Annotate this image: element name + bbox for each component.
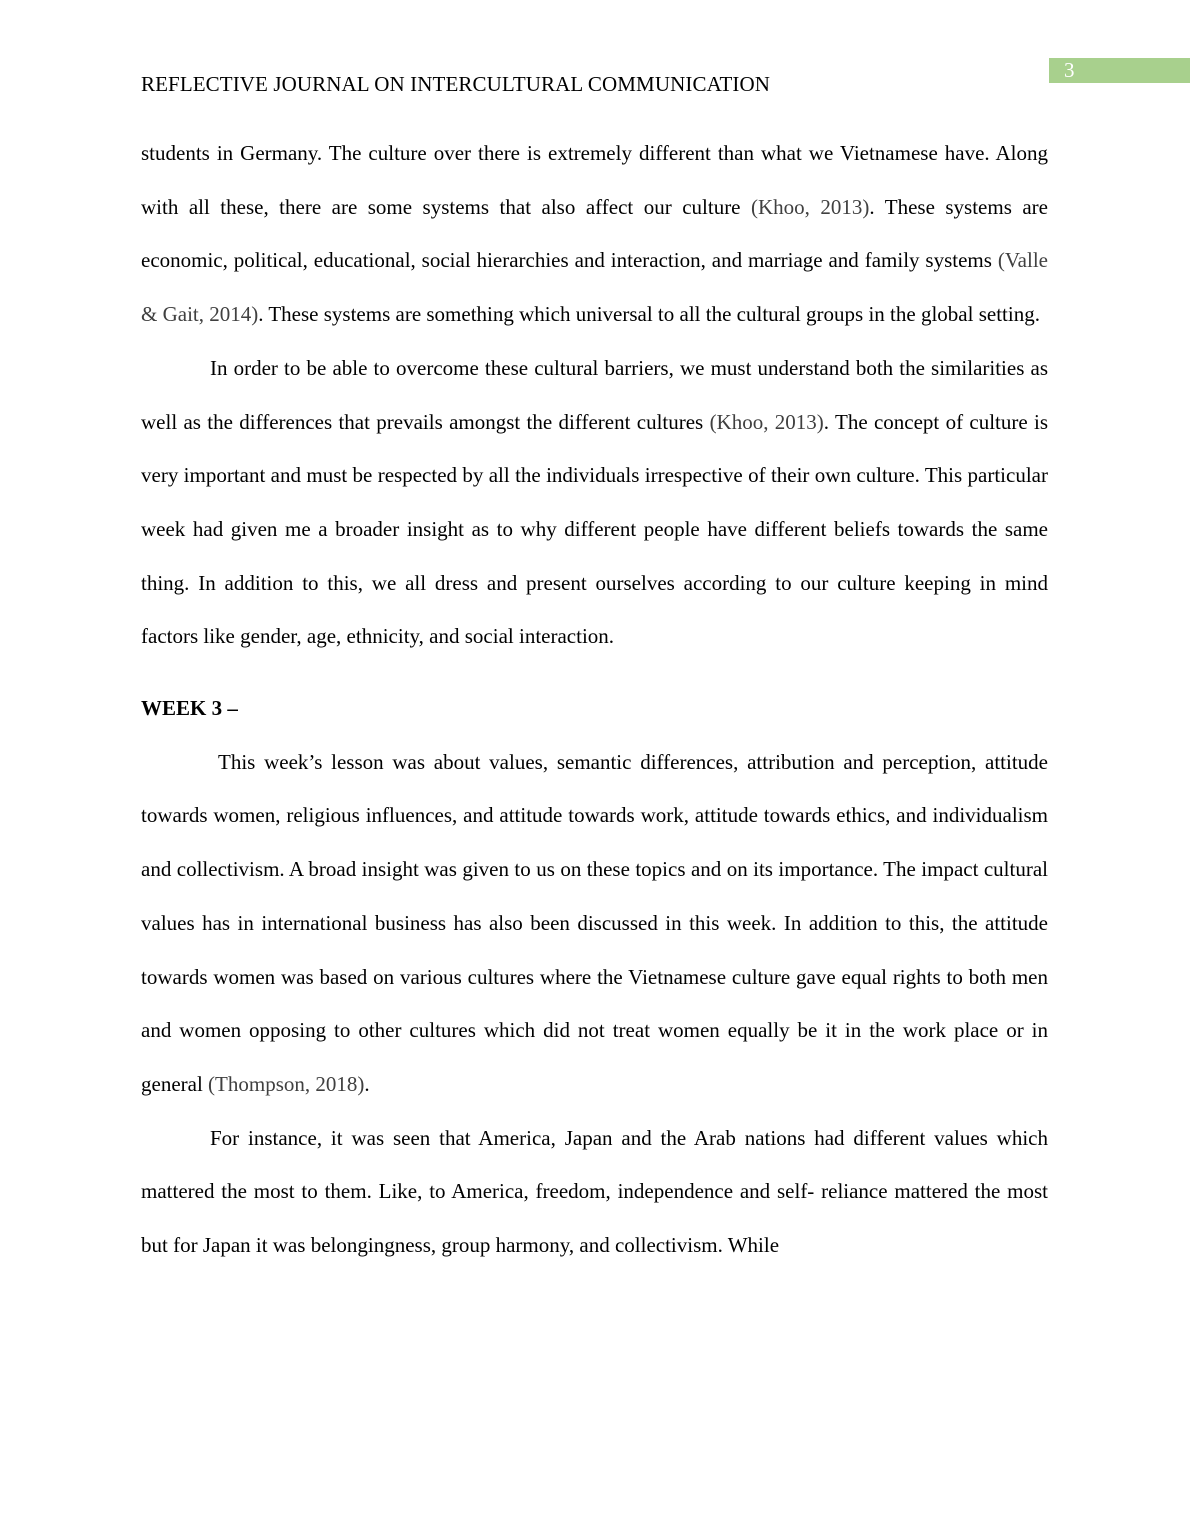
paragraph-text: students in Germany. The culture over there is extremely different than what we Vietnamese have. Along with all these, there are some systems that also affect our culture	[141, 141, 1048, 219]
paragraph-3	[141, 736, 1048, 1112]
paragraph-text: . These systems are something which universal to all the cultural groups in the global setting.	[258, 302, 1040, 327]
running-head: REFLECTIVE JOURNAL ON INTERCULTURAL COMMUNICATION	[141, 72, 771, 96]
paragraph-text: This week’s lesson was about values, semantic differences, attribution and perception, attitude towards women, religious influences, and attitude towards work, attitude towards ethics, and individualism and collectivism. A broad insight was given to us on these topics and on its importance. The impact cultural values has in international business has also been discussed in this week. In addition to this, the attitude towards women was based on various cultures where the Vietnamese culture gave equal rights to both men and women opposing to other cultures which did not treat women equally be it in the work place or in general	[141, 749, 1048, 1096]
page-number-box	[1049, 58, 1190, 83]
paragraph-2	[141, 342, 1048, 664]
citation: (Valle & Gait, 2014)	[141, 248, 1048, 327]
paragraph-text: .	[364, 1071, 370, 1096]
citation: (Khoo, 2013)	[709, 409, 824, 434]
paragraph-1	[141, 127, 1048, 342]
paragraph-text: For instance, it was seen that America, Japan and the Arab nations had different values which mattered the most to them. Like, to America, freedom, independence and self- reliance mattered the most but for Japan it was belongingness, group harmony, and collectivism. While	[141, 1125, 1048, 1258]
citation: (Khoo, 2013)	[751, 194, 870, 219]
section-heading: WEEK 3 –	[141, 696, 238, 721]
paragraph-4	[141, 1112, 1048, 1273]
citation: (Thompson, 2018)	[208, 1071, 365, 1096]
page-number: 3	[1064, 58, 1075, 82]
paragraph-text: In order to be able to overcome these cultural barriers, we must understand both the similarities as well as the differences that prevails amongst the different cultures	[141, 355, 1048, 434]
document-body	[141, 127, 1048, 1273]
paragraph-text: . The concept of culture is very important and must be respected by all the individuals irrespective of their own culture. This particular week had given me a broader insight as to why different people have different beliefs towards the same thing. In addition to this, we all dress and present ourselves according to our culture keeping in mind factors like gender, age, ethnicity, and social interaction.	[141, 409, 1049, 649]
paragraph-text: . These systems are economic, political, educational, social hierarchies and interaction, and marriage and family systems	[141, 194, 1048, 273]
